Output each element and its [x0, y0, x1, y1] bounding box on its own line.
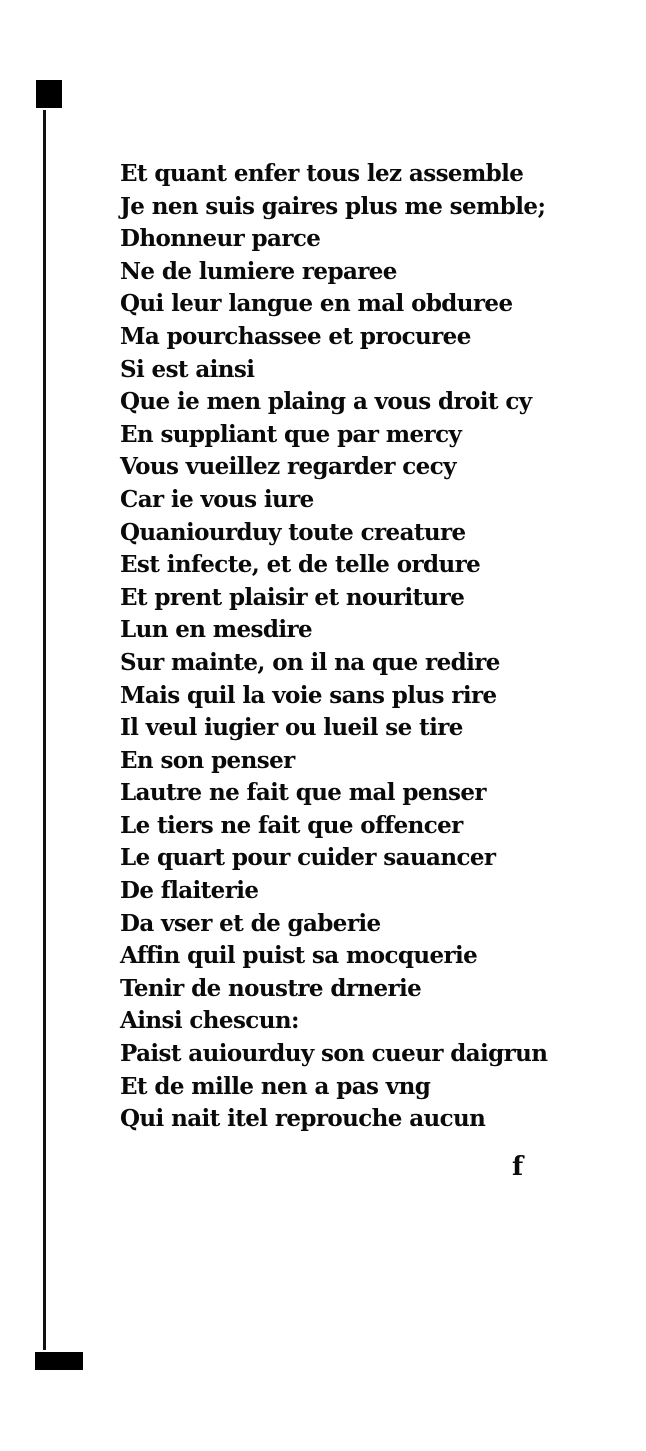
verse-line: Et prent plaisir et nouriture: [120, 583, 465, 611]
verse-line: Tenir de noustre drnerie: [120, 974, 422, 1002]
verse-line: Mais quil la voie sans plus rire: [120, 681, 497, 709]
verse-line: Vous vueillez regarder cecy: [120, 453, 456, 481]
page-edge-line: [43, 110, 46, 1350]
verse-line: Ainsi chescun:: [120, 1007, 299, 1035]
verse-line: Que ie men plaing a vous droit cy: [120, 388, 532, 416]
verse-line: Est infecte, et de telle ordure: [120, 551, 481, 579]
verse-line: Ne de lumiere reparee: [120, 257, 397, 285]
verse-line: Sur mainte, on il na que redire: [120, 648, 500, 676]
verse-line: De flaiterie: [120, 877, 259, 905]
top-edge-marker: [36, 80, 62, 108]
verse-line: Qui nait itel reprouche aucun: [120, 1105, 486, 1133]
verse-line: Si est ainsi: [120, 355, 255, 383]
verse-line: Lun en mesdire: [120, 616, 313, 644]
verse-line: Quaniourduy toute creature: [120, 518, 466, 546]
verse-line: Da vser et de gaberie: [120, 909, 381, 937]
verse-line: Affin quil puist sa mocquerie: [120, 942, 478, 970]
verse-line: Ma pourchassee et procuree: [120, 322, 471, 350]
verse-text-block: [120, 158, 620, 1136]
bottom-edge-marker: [35, 1352, 83, 1370]
verse-line: En son penser: [120, 746, 295, 774]
verse-line: Dhonneur parce: [120, 225, 321, 253]
signature-mark: f: [512, 1152, 524, 1182]
verse-line: Lautre ne fait que mal penser: [120, 779, 486, 807]
verse-line: Car ie vous iure: [120, 485, 314, 513]
verse-line: Et de mille nen a pas vng: [120, 1072, 431, 1100]
verse-line: Je nen suis gaires plus me semble;: [120, 192, 546, 220]
verse-line: Paist auiourduy son cueur daigrun: [120, 1040, 548, 1068]
verse-line: Le quart pour cuider sauancer: [120, 844, 496, 872]
verse-line: Il veul iugier ou lueil se tire: [120, 714, 463, 742]
verse-line: En suppliant que par mercy: [120, 420, 462, 448]
verse-line: Qui leur langue en mal obduree: [120, 290, 513, 318]
verse-line: Le tiers ne fait que offencer: [120, 811, 463, 839]
verse-line: Et quant enfer tous lez assemble: [120, 160, 524, 187]
